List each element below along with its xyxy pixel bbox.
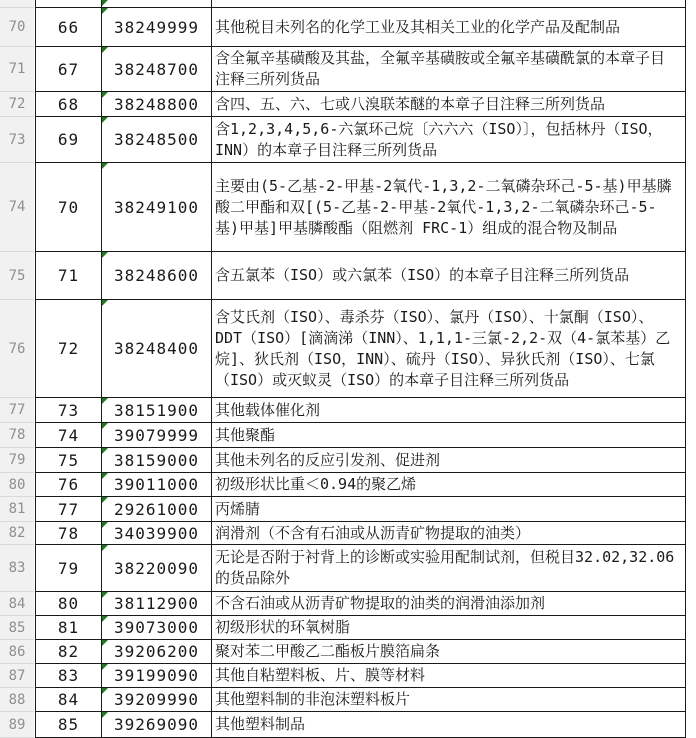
hs-code-value: 38248500 <box>113 130 200 149</box>
error-indicator-icon <box>102 252 108 258</box>
row-header-cell[interactable]: 83 <box>0 545 34 592</box>
error-indicator-icon <box>102 640 108 646</box>
table-row <box>0 92 696 117</box>
hs-code-value: 38248800 <box>113 94 200 114</box>
description-text: 初级形状的环氧树脂 <box>215 618 351 636</box>
seq-cell[interactable]: 71 <box>35 252 102 300</box>
seq-cell[interactable]: 84 <box>35 688 102 712</box>
seq-cell[interactable]: 79 <box>35 545 102 592</box>
hs-code-value: 38248700 <box>113 59 200 79</box>
seq-cell[interactable]: 69 <box>35 117 102 163</box>
description-cell[interactable] <box>212 252 686 300</box>
hs-code-value: 29261000 <box>113 499 200 519</box>
seq-cell[interactable]: 80 <box>35 592 102 616</box>
row-header-cell[interactable]: 74 <box>0 163 34 252</box>
description-cell[interactable] <box>212 0 686 8</box>
row-header-cell[interactable] <box>0 0 34 8</box>
table-row <box>0 616 696 640</box>
error-indicator-icon <box>102 592 108 598</box>
row-header-cell[interactable]: 86 <box>0 640 34 664</box>
description-text: 含全氟辛基磺酸及其盐，全氟辛基磺胺或全氟辛基磺酰氯的本章子目注释三所列货品 <box>215 49 666 88</box>
error-indicator-icon <box>102 688 108 694</box>
table-row <box>0 712 696 738</box>
description-text: 无论是否附于衬背上的诊断或实验用配制试剂，但税目32.02,32.06的货品除外 <box>215 548 675 587</box>
seq-cell[interactable]: 78 <box>35 522 102 545</box>
seq-cell[interactable]: 73 <box>35 398 102 423</box>
row-header-cell[interactable]: 73 <box>0 117 34 163</box>
hs-code-value: 38248600 <box>113 266 200 285</box>
error-indicator-icon <box>102 522 108 528</box>
error-indicator-icon <box>102 47 108 53</box>
hs-code-value: 39011000 <box>113 475 200 494</box>
row-header-cell[interactable]: 78 <box>0 423 34 448</box>
table-row <box>0 545 696 592</box>
error-indicator-icon <box>102 545 108 551</box>
description-cell[interactable] <box>212 640 686 664</box>
hs-code-value: 39073000 <box>113 618 200 637</box>
seq-cell[interactable]: 67 <box>35 47 102 92</box>
seq-cell[interactable]: 77 <box>35 497 102 522</box>
description-text: 其他塑料制的非泡沫塑料板片 <box>215 690 411 708</box>
error-indicator-icon <box>102 448 108 454</box>
description-cell[interactable] <box>212 473 686 497</box>
description-text: 含艾氏剂（ISO）、毒杀芬（ISO）、氯丹（ISO）、十氯酮（ISO）、DDT（ISO）[滴滴涕（INN）、1,1,1-三氯-2,2-双（4-氯苯基）乙烷]、狄氏剂（ISO，INN）、硫丹（ISO）、异狄氏剂（ISO）、七氯（ISO）或灭蚁灵（ISO）的本章子目注释三所列货品 <box>215 307 671 389</box>
hs-code-cell[interactable] <box>102 423 212 448</box>
description-cell[interactable] <box>212 398 686 423</box>
hs-code-cell[interactable] <box>102 497 212 522</box>
description-cell[interactable] <box>212 92 686 117</box>
seq-cell[interactable]: 70 <box>35 163 102 252</box>
description-text: 初级形状比重＜0.94的聚乙烯 <box>215 475 417 493</box>
description-cell[interactable] <box>212 8 686 47</box>
table-row <box>0 47 696 92</box>
hs-code-cell[interactable] <box>102 252 212 300</box>
description-text: 其他载体催化剂 <box>215 400 321 419</box>
seq-cell[interactable]: 72 <box>35 300 102 398</box>
description-text: 其他税目未列名的化学工业及其相关工业的化学产品及配制品 <box>215 17 621 36</box>
table-row <box>0 497 696 522</box>
row-header-cell[interactable]: 71 <box>0 47 34 92</box>
error-indicator-icon <box>102 664 108 670</box>
seq-cell[interactable]: 82 <box>35 640 102 664</box>
description-text: 丙烯腈 <box>215 499 261 518</box>
description-text: 不含石油或从沥青矿物提取的油类的润滑油添加剂 <box>215 594 546 612</box>
hs-code-value: 38159000 <box>113 450 200 470</box>
hs-code-value: 38220090 <box>113 558 200 578</box>
hs-code-value: 39206200 <box>113 642 200 661</box>
hs-code-value: 39079999 <box>113 425 200 445</box>
description-cell[interactable] <box>212 545 686 592</box>
hs-code-cell[interactable] <box>102 0 212 8</box>
description-text: 润滑剂（不含有石油或从沥青矿物提取的油类） <box>215 523 531 542</box>
error-indicator-icon <box>102 163 108 169</box>
table-row <box>0 592 696 616</box>
hs-code-cell[interactable] <box>102 92 212 117</box>
hs-code-value: 39209990 <box>113 690 200 709</box>
hs-code-value: 39199090 <box>113 666 200 685</box>
description-cell[interactable] <box>212 448 686 473</box>
hs-code-cell[interactable] <box>102 163 212 252</box>
row-header-cell[interactable]: 72 <box>0 92 34 117</box>
hs-code-cell[interactable] <box>102 448 212 473</box>
hs-code-cell[interactable] <box>102 473 212 497</box>
error-indicator-icon <box>102 616 108 622</box>
description-cell[interactable] <box>212 522 686 545</box>
error-indicator-icon <box>102 8 108 14</box>
hs-code-cell[interactable] <box>102 47 212 92</box>
table-row <box>0 300 696 398</box>
description-text: 其他自粘塑料板、片、膜等材料 <box>215 666 426 684</box>
seq-cell[interactable]: 68 <box>35 92 102 117</box>
table-row <box>0 688 696 712</box>
hs-code-value: 39269090 <box>113 715 200 734</box>
description-cell[interactable] <box>212 423 686 448</box>
row-header-cell[interactable]: 85 <box>0 616 34 640</box>
hs-code-cell[interactable] <box>102 522 212 545</box>
hs-code-value: 38151900 <box>113 400 200 420</box>
description-text: 其他未列名的反应引发剂、促进剂 <box>215 450 441 469</box>
description-text: 含1,2,3,4,5,6-六氯环己烷〔六六六（ISO）〕，包括林丹（ISO，INN）的本章子目注释三所列货品 <box>215 119 663 159</box>
seq-cell[interactable] <box>35 0 102 8</box>
table-row <box>0 117 696 163</box>
hs-code-value: 34039900 <box>113 523 200 543</box>
description-cell[interactable] <box>212 592 686 616</box>
table-row <box>0 522 696 545</box>
description-cell[interactable] <box>212 47 686 92</box>
row-header-cell[interactable]: 75 <box>0 252 34 300</box>
description-text: 其他塑料制品 <box>215 715 306 733</box>
description-text: 含五氯苯（ISO）或六氯苯（ISO）的本章子目注释三所列货品 <box>215 266 630 284</box>
description-text: 含四、五、六、七或八溴联苯醚的本章子目注释三所列货品 <box>215 94 606 113</box>
hs-code-cell[interactable] <box>102 300 212 398</box>
hs-code-cell[interactable] <box>102 545 212 592</box>
error-indicator-icon <box>102 473 108 479</box>
row-header-cell[interactable]: 79 <box>0 448 34 473</box>
table-row <box>0 473 696 497</box>
table-row <box>0 163 696 252</box>
hs-code-cell[interactable] <box>102 688 212 712</box>
row-header-cell[interactable]: 84 <box>0 592 34 616</box>
hs-code-cell[interactable] <box>102 8 212 47</box>
row-header-cell[interactable]: 77 <box>0 398 34 423</box>
error-indicator-icon <box>102 398 108 404</box>
hs-code-cell[interactable] <box>102 398 212 423</box>
hs-code-cell[interactable] <box>102 712 212 738</box>
error-indicator-icon <box>102 117 108 123</box>
row-header-cell[interactable]: 88 <box>0 688 34 712</box>
seq-cell[interactable]: 66 <box>35 8 102 47</box>
description-text: 其他聚酯 <box>215 425 276 444</box>
table-row <box>0 640 696 664</box>
hs-code-value: 38112900 <box>113 594 200 613</box>
hs-code-value: 38249100 <box>113 197 200 217</box>
description-cell[interactable] <box>212 712 686 738</box>
description-cell[interactable] <box>212 664 686 688</box>
row-header-cell[interactable]: 80 <box>0 473 34 497</box>
error-indicator-icon <box>102 712 108 718</box>
description-text: 主要由(5-乙基-2-甲基-2氧代-1,3,2-二氧磷杂环己-5-基)甲基膦酸二甲酯和双[(5-乙基-2-甲基-2氧代-1,3,2-二氧磷杂环己-5-基)甲基]甲基膦酸酯（阻燃剂 FRC-1）组成的混合物及制品 <box>215 176 672 237</box>
row-header-cell[interactable]: 70 <box>0 8 34 47</box>
seq-cell[interactable]: 83 <box>35 664 102 688</box>
description-cell[interactable] <box>212 300 686 398</box>
error-indicator-icon <box>102 423 108 429</box>
error-indicator-icon <box>102 497 108 503</box>
hs-code-cell[interactable] <box>102 664 212 688</box>
description-cell[interactable] <box>212 163 686 252</box>
partial-row <box>0 0 696 8</box>
hs-code-cell[interactable] <box>102 640 212 664</box>
table-row <box>0 448 696 473</box>
row-header-cell[interactable]: 89 <box>0 712 34 738</box>
error-indicator-icon <box>102 0 108 6</box>
hs-code-value: 38249999 <box>113 17 200 37</box>
row-header-cell[interactable]: 87 <box>0 664 34 688</box>
row-header-cell[interactable]: 82 <box>0 522 34 545</box>
hs-code-cell[interactable] <box>102 616 212 640</box>
description-cell[interactable] <box>212 616 686 640</box>
hs-code-cell[interactable] <box>102 117 212 163</box>
seq-cell[interactable]: 85 <box>35 712 102 738</box>
hs-code-cell[interactable] <box>102 592 212 616</box>
error-indicator-icon <box>102 92 108 98</box>
table-row <box>0 398 696 423</box>
row-header-cell[interactable]: 76 <box>0 300 34 398</box>
row-header-cell[interactable]: 81 <box>0 497 34 522</box>
description-cell[interactable] <box>212 117 686 163</box>
seq-cell[interactable]: 75 <box>35 448 102 473</box>
seq-cell[interactable]: 81 <box>35 616 102 640</box>
table-row <box>0 8 696 47</box>
description-cell[interactable] <box>212 688 686 712</box>
table-row <box>0 252 696 300</box>
description-cell[interactable] <box>212 497 686 522</box>
seq-cell[interactable]: 74 <box>35 423 102 448</box>
table-row <box>0 664 696 688</box>
error-indicator-icon <box>102 300 108 306</box>
description-text: 聚对苯二甲酸乙二酯板片膜箔扁条 <box>215 642 441 660</box>
hs-code-value: 38248400 <box>113 339 200 358</box>
seq-cell[interactable]: 76 <box>35 473 102 497</box>
table-row <box>0 423 696 448</box>
